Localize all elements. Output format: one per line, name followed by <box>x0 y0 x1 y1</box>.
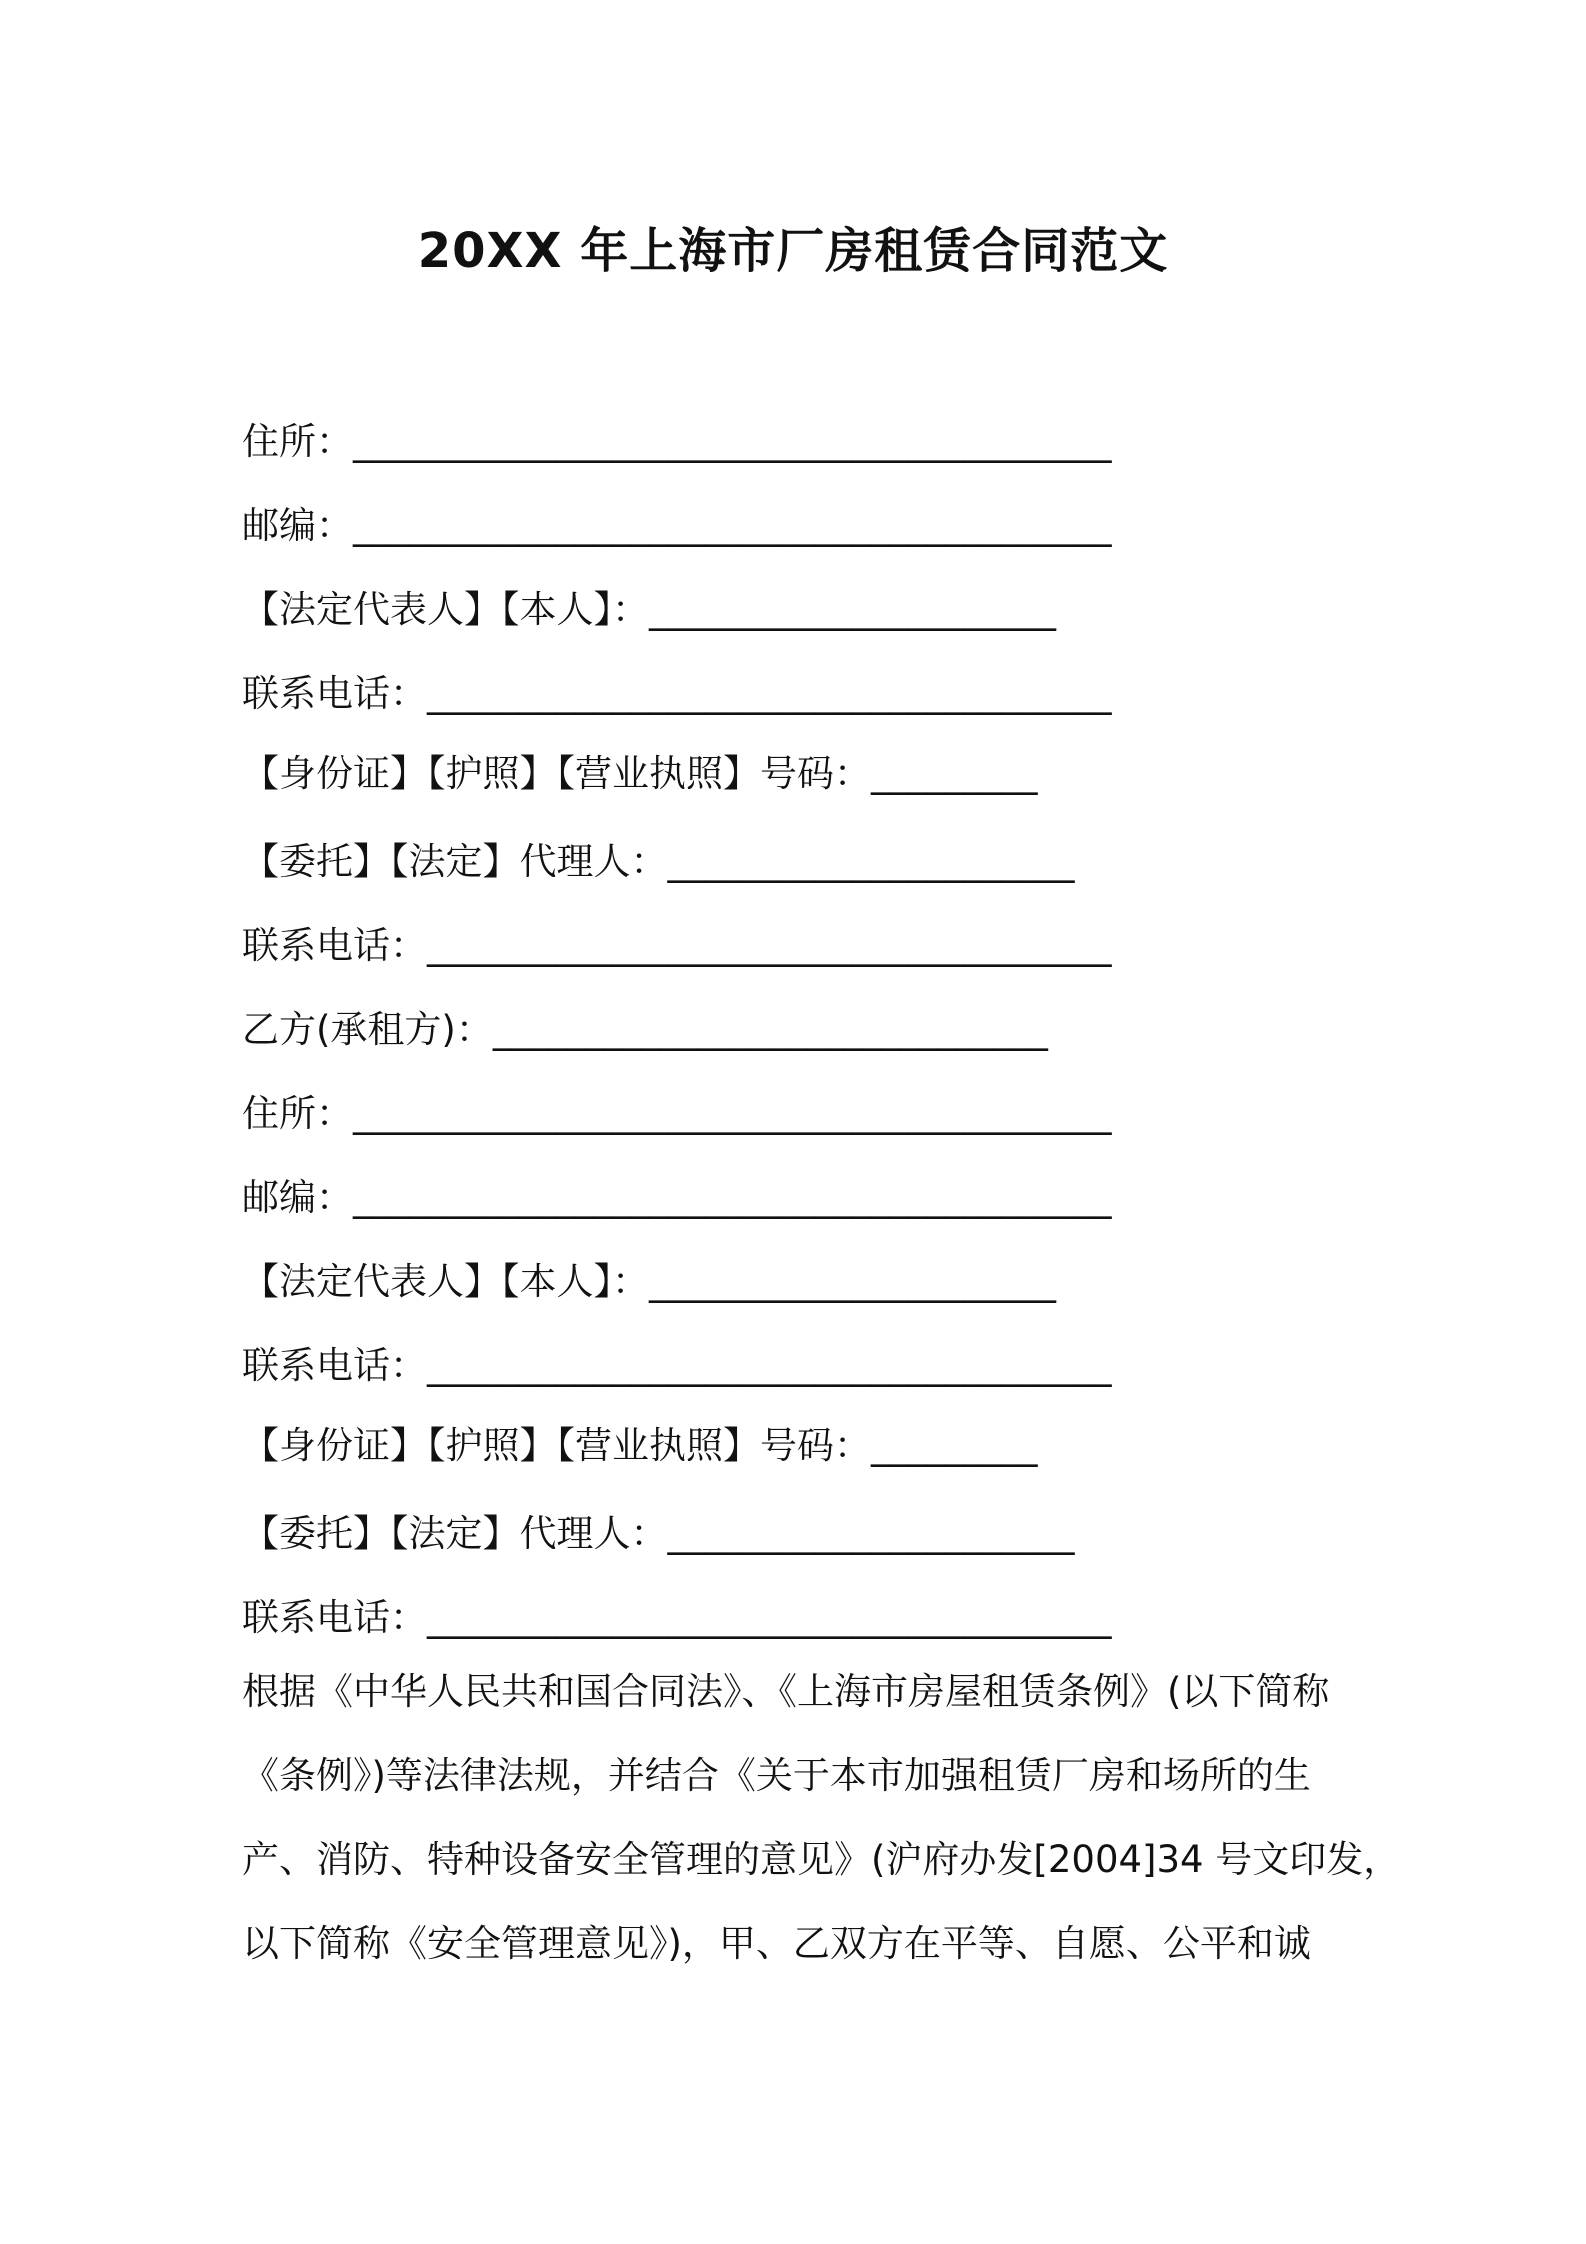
party-a-agent-field: 【委托】【法定】代理人：______________________ <box>242 840 1075 883</box>
party-b-id-number-field: 【身份证】【护照】【营业执照】号码：_________ <box>242 1424 1038 1467</box>
paragraph-line: 产、消防、特种设备安全管理的意见》(沪府办发[2004]34 号文印发， <box>242 1838 1401 1881</box>
party-a-address-field: 住所：_________________________________________ <box>242 420 1112 463</box>
party-b-representative-field: 【法定代表人】【本人】：______________________ <box>242 1260 1056 1303</box>
party-b-name-field: 乙方(承租方)：______________________________ <box>242 1008 1048 1051</box>
party-b-postcode-field: 邮编：_________________________________________ <box>242 1176 1112 1219</box>
document-title: 20XX 年上海市厂房租赁合同范文 <box>417 223 1169 279</box>
party-b-agent-field: 【委托】【法定】代理人：______________________ <box>242 1512 1075 1555</box>
party-a-id-number-field: 【身份证】【护照】【营业执照】号码：_________ <box>242 752 1038 795</box>
paragraph-line: 《条例》)等法律法规，并结合《关于本市加强租赁厂房和场所的生 <box>242 1754 1311 1797</box>
party-a-agent-phone-field: 联系电话：_____________________________________ <box>242 924 1112 967</box>
party-b-phone-field: 联系电话：_____________________________________ <box>242 1344 1112 1387</box>
party-a-phone-field: 联系电话：_____________________________________ <box>242 672 1112 715</box>
party-a-representative-field: 【法定代表人】【本人】：______________________ <box>242 588 1056 631</box>
paragraph-line: 根据《中华人民共和国合同法》、《上海市房屋租赁条例》(以下简称 <box>242 1670 1330 1713</box>
paragraph-line: 以下简称《安全管理意见》)，甲、乙双方在平等、自愿、公平和诚 <box>242 1922 1311 1965</box>
preamble-paragraph <box>242 1650 1401 1986</box>
party-b-address-field: 住所：_________________________________________ <box>242 1092 1112 1135</box>
party-a-postcode-field: 邮编：_________________________________________ <box>242 504 1112 547</box>
party-b-agent-phone-field: 联系电话：_____________________________________ <box>242 1596 1112 1639</box>
